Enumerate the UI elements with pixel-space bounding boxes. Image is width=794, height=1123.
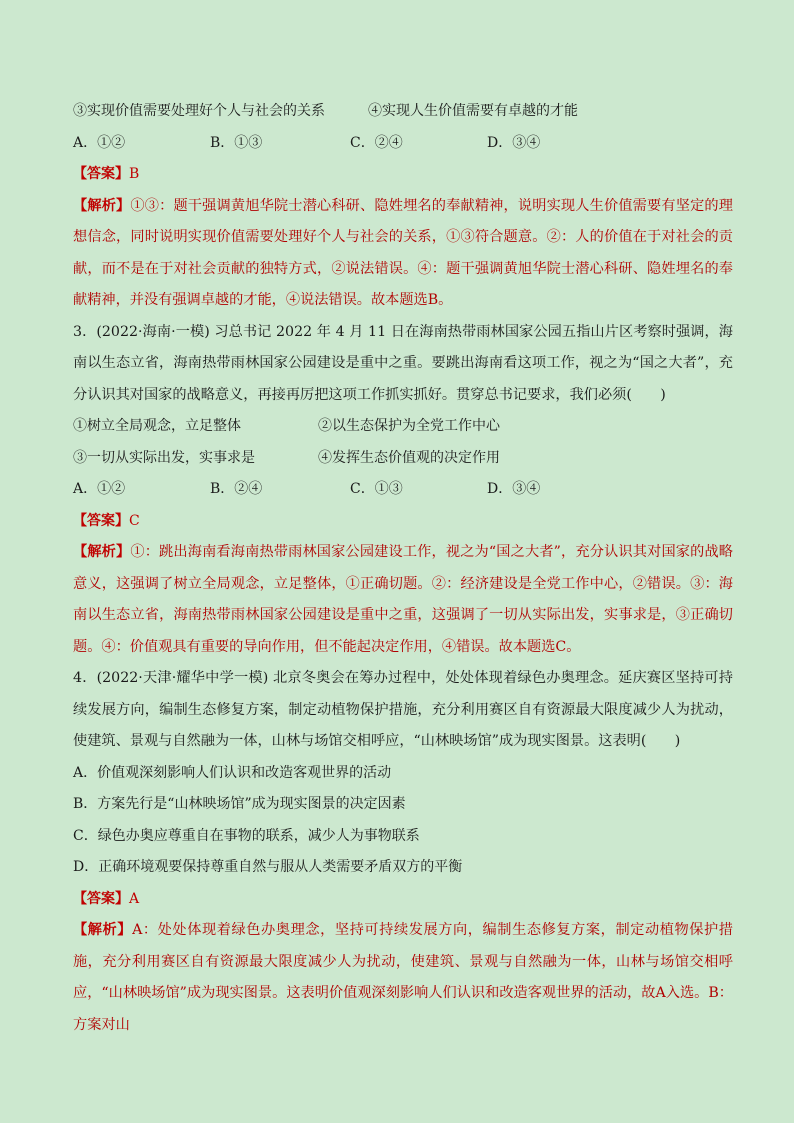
q2-analysis — [73, 191, 733, 317]
q2-item-4: ④实现人生价值需要有卓越的才能 — [368, 103, 578, 119]
q3-answer — [73, 506, 733, 538]
q3-item-4: ④发挥生态价值观的决定作用 — [318, 449, 500, 466]
q4-answer — [73, 884, 733, 916]
q3-option-a: A．①② — [73, 481, 126, 497]
q3-option-d: D．③④ — [487, 481, 541, 497]
answer-label: 【答案】 — [73, 890, 129, 907]
q2-option-d: D．③④ — [487, 134, 541, 151]
answer-value: C — [129, 512, 140, 529]
analysis-text: ①③：题干强调黄旭华院士潜心科研、隐姓埋名的奉献精神，说明实现人生价值需要有坚定的理想信念，同时说明实现价值需要处理好个人与社会的关系，①③符合题意。②：人的价值在于对社会的贡献，而不是在于对社会贡献的独特方式，②说法错误。④：题干强调黄旭华院士潜心科研、隐姓埋名的奉献精神，并没有强调卓越的才能，④说法错误。故本题选B。 — [73, 197, 733, 308]
q3-item-3: ③一切从实际出发，实事求是 — [73, 449, 255, 466]
q4-option-a: A．价值观深刻影响人们认识和改造客观世界的活动 — [73, 764, 392, 781]
q4-stem: 4．(2022·天津·耀华中学一模) 北京冬奥会在筹办过程中，处处体现着绿色办奥理念。延庆赛区坚持可持续发展方向，编制生态修复方案，制定动植物保护措施，充分利用赛区自有资源最大限度减少人为扰动，使建筑、景观与自然融为一体，山林与场馆交相呼应，“山林映场馆”成为现实图景。这表明( ) — [73, 670, 733, 749]
q2-options — [73, 128, 733, 160]
q4-option-d: D．正确环境观要保持尊重自然与服从人类需要矛盾双方的平衡 — [73, 859, 463, 875]
analysis-text: A：处处体现着绿色办奥理念，坚持可持续发展方向，编制生态修复方案，制定动植物保护措施，充分利用赛区自有资源最大限度减少人为扰动，使建筑、景观与自然融为一体，山林与场馆交相呼应，“山林映场馆”成为现实图景。这表明价值观深刻影响人们认识和改造客观世界的活动，故A入选。B：方案对山 — [73, 922, 733, 1033]
q3-item-2: ②以生态保护为全党工作中心 — [318, 418, 500, 434]
answer-value: B — [129, 166, 140, 182]
q3-option-c: C．①③ — [350, 481, 403, 497]
q3-options — [73, 474, 733, 506]
q2-item-3: ③实现价值需要处理好个人与社会的关系 — [73, 103, 325, 119]
q3-items-row-1 — [73, 411, 733, 443]
answer-value: A — [129, 890, 140, 907]
q3-analysis — [73, 537, 733, 663]
analysis-label: 【解析】 — [73, 197, 131, 214]
q3-item-1: ①树立全局观念，立足整体 — [73, 418, 241, 434]
q2-option-b: B．①③ — [210, 134, 263, 151]
analysis-text: ①：跳出海南看海南热带雨林国家公园建设工作，视之为“国之大者”，充分认识其对国家的战略意义，这强调了树立全局观念，立足整体，①正确切题。②：经济建设是全党工作中心，②错误。③：海南以生态立省，海南热带雨林国家公园建设是重中之重，这强调了一切从实际出发，实事求是，③正确切题。④：价值观具有重要的导向作用，但不能起决定作用，④错误。故本题选C。 — [73, 544, 733, 655]
q4-option-b: B．方案先行是“山林映场馆”成为现实图景的决定因素 — [73, 796, 406, 812]
q4-analysis — [73, 915, 733, 1041]
q3-stem: 3．(2022·海南·一模) 习总书记 2022 年 4 月 11 日在海南热带雨林国家公园五指山片区考察时强调，海南以生态立省，海南热带雨林国家公园建设是重中之重。要跳出海南看这项工作，视之为“国之大者”，充分认识其对国家的战略意义，再接再厉把这项工作抓实抓好。贯穿总书记要求，我们必须( ) — [73, 323, 733, 403]
answer-label: 【答案】 — [73, 166, 129, 182]
analysis-label: 【解析】 — [73, 544, 131, 560]
q4-option-c: C．绿色办奥应尊重自在事物的联系，减少人为事物联系 — [73, 827, 420, 844]
q2-option-a: A．①② — [73, 134, 126, 151]
q3-option-b: B．②④ — [210, 481, 263, 497]
answer-label: 【答案】 — [73, 512, 129, 529]
q3-items-row-2 — [73, 443, 733, 475]
q2-items-row — [73, 96, 733, 128]
q2-option-c: C．②④ — [350, 134, 403, 151]
q2-answer — [73, 159, 733, 191]
analysis-label: 【解析】 — [73, 922, 133, 938]
document-page — [73, 96, 733, 1041]
